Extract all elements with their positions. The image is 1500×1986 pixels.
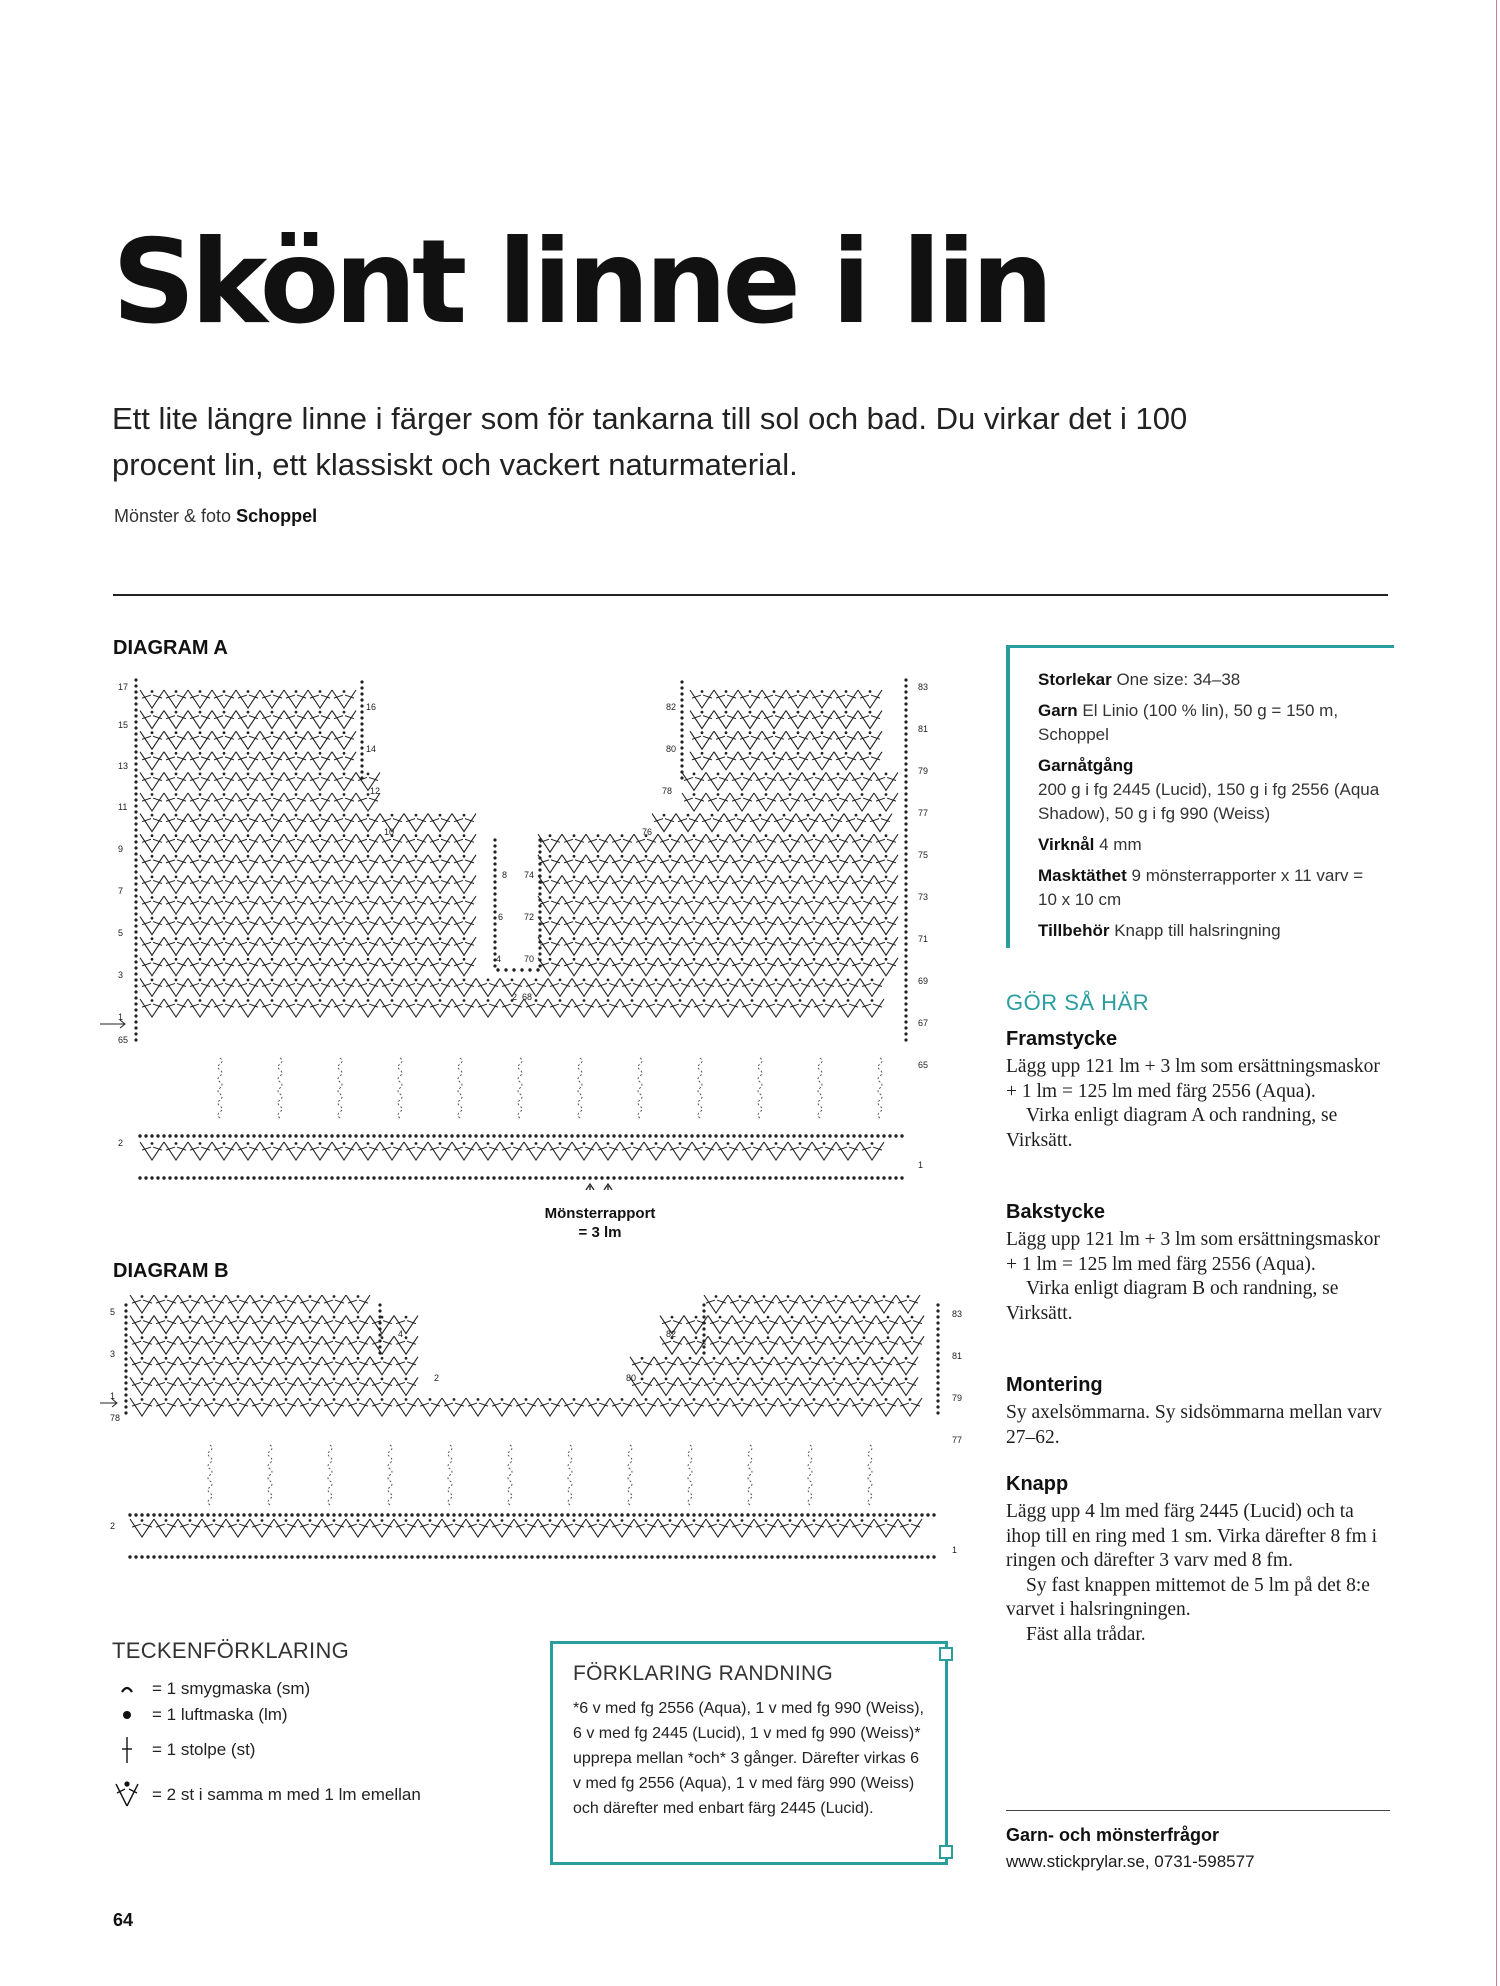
row-label-right: 81 bbox=[952, 1351, 963, 1361]
row-label-left: 1 bbox=[118, 1012, 124, 1022]
randning-box-corner-bottom bbox=[939, 1845, 953, 1859]
row-label-right: 83 bbox=[918, 682, 929, 692]
row-label-inner: 14 bbox=[366, 744, 377, 754]
row-label-left: 7 bbox=[118, 886, 124, 896]
stitch-row bbox=[130, 1377, 418, 1395]
knapp-title: Knapp bbox=[1006, 1473, 1069, 1495]
stitch-row bbox=[140, 875, 476, 893]
rapport-arrow bbox=[604, 1184, 612, 1190]
section-montering bbox=[1006, 1374, 1390, 1450]
row-label-left: 9 bbox=[118, 844, 124, 854]
row-label-inner: 68 bbox=[522, 992, 533, 1002]
row-label-left: 1 bbox=[110, 1391, 116, 1401]
page-number: 64 bbox=[113, 1910, 134, 1930]
row-label-left: 5 bbox=[110, 1307, 116, 1317]
row-label-inner-right: 80 bbox=[666, 744, 677, 754]
stitch-row bbox=[690, 752, 882, 770]
stitch-row bbox=[690, 731, 882, 749]
info-garn: Garn El Linio (100 % lin), 50 g = 150 m, Schoppel bbox=[1038, 701, 1339, 744]
page-title: Skönt linne i lin bbox=[112, 215, 1049, 350]
row-label-left: 78 bbox=[110, 1413, 121, 1423]
info-tillbehor: Tillbehör Knapp till halsringning bbox=[1038, 921, 1281, 940]
info-storlekar: Storlekar One size: 34–38 bbox=[1038, 670, 1241, 689]
row-label-left: 2 bbox=[110, 1521, 116, 1531]
randning-box-corner-top bbox=[939, 1647, 953, 1661]
stitch-row bbox=[704, 1295, 920, 1313]
stitch-row bbox=[538, 958, 898, 976]
stitch-row bbox=[538, 937, 898, 955]
credits bbox=[114, 506, 317, 527]
row-label-left: 2 bbox=[118, 1138, 124, 1148]
intro-text: Ett lite längre linne i färger som för tankarna till sol och bad. Du virkar det i 100 procent lin, ett klassiskt och vackert naturmaterial. bbox=[112, 401, 1188, 482]
contact-block bbox=[1006, 1822, 1255, 1875]
rapport-title: Mönsterrapport bbox=[544, 1205, 656, 1222]
row-label-inner-right: 80 bbox=[626, 1373, 637, 1383]
rapport-label bbox=[520, 1204, 680, 1242]
row-label-inner: 8 bbox=[502, 870, 508, 880]
row-label-right: 77 bbox=[918, 808, 929, 818]
stitch-row bbox=[682, 772, 898, 790]
stitch-row bbox=[130, 1295, 370, 1313]
diagram-b-chart bbox=[100, 1295, 980, 1585]
row-label-right: 83 bbox=[952, 1309, 963, 1319]
row-label-right: 75 bbox=[918, 850, 929, 860]
row-label-inner-right: 78 bbox=[662, 786, 673, 796]
row-label-inner: 4 bbox=[496, 954, 502, 964]
diagram-a-chart bbox=[100, 670, 940, 1190]
info-garnatgang: Garnåtgång 200 g i fg 2445 (Lucid), 150 g i fg 2556 (Aqua Shadow), 50 g i fg 990 (Weiss) bbox=[1038, 756, 1380, 823]
stitch-row bbox=[130, 1316, 418, 1334]
top-divider bbox=[113, 594, 1388, 596]
row-label-left: 3 bbox=[118, 970, 124, 980]
row-label-inner: 10 bbox=[384, 827, 395, 837]
bakstycke-text: Lägg upp 121 lm + 3 lm som ersättningsmaskor + 1 lm = 125 lm med färg 2556 (Aqua). Virka enligt diagram B och randning, se Virksätt. bbox=[1006, 1229, 1380, 1324]
stitch-row bbox=[140, 896, 476, 914]
stitch-row bbox=[660, 1336, 924, 1354]
row-label-right: 79 bbox=[952, 1393, 963, 1403]
section-knapp bbox=[1006, 1473, 1390, 1647]
credits-prefix: Mönster & foto bbox=[114, 506, 232, 526]
stitch-row bbox=[140, 834, 476, 852]
row-label-inner-right: 74 bbox=[524, 870, 535, 880]
randning-heading: FÖRKLARING RANDNING bbox=[573, 1662, 834, 1685]
stitch-row bbox=[130, 1519, 922, 1537]
stitch-row bbox=[130, 1336, 418, 1354]
row-label-inner: 2 bbox=[434, 1373, 440, 1383]
knapp-text: Lägg upp 4 lm med färg 2445 (Lucid) och ta ihop till en ring med 1 sm. Virka därefter 8 fm i ringen och därefter 3 varv med 8 fm. Sy fast knappen mittemot de 5 lm på det 8:e varvet i halsringningen. Fäst alla trådar. bbox=[1006, 1501, 1378, 1645]
legend-item-chain: = 1 luftmaska (lm) bbox=[112, 1700, 288, 1730]
row-label-inner: 6 bbox=[498, 912, 504, 922]
row-label-right: 65 bbox=[918, 1060, 929, 1070]
row-label-left: 65 bbox=[118, 1035, 129, 1045]
stitch-row bbox=[538, 917, 898, 935]
stitch-row bbox=[652, 814, 892, 832]
row-label-inner-right: 72 bbox=[524, 912, 535, 922]
stitch-row bbox=[538, 875, 898, 893]
instructions-heading: GÖR SÅ HÄR bbox=[1006, 990, 1150, 1015]
stitch-row bbox=[690, 690, 882, 708]
credits-author: Schoppel bbox=[236, 506, 318, 526]
info-virknal: Virknål 4 mm bbox=[1038, 835, 1142, 854]
stitch-row bbox=[140, 917, 476, 935]
legend-item-slip: = 1 smygmaska (sm) bbox=[112, 1674, 310, 1704]
randning-text: *6 v med fg 2556 (Aqua), 1 v med fg 990 (Weiss), 6 v med fg 2445 (Lucid), 1 v med fg 990 (Weiss)* upprepa mellan *och* 3 gånger. Därefter virkas 6 v med fg 2556 (Aqua), 1 v med färg 990 (Weiss) och därefter med enbart färg 2445 (Lucid). bbox=[573, 1700, 924, 1817]
row-label-right: 67 bbox=[918, 1018, 929, 1028]
stitch-row bbox=[130, 1357, 418, 1375]
stitch-row bbox=[630, 1357, 918, 1375]
legend-heading: TECKENFÖRKLARING bbox=[112, 1638, 350, 1663]
stitch-row bbox=[140, 958, 476, 976]
stitch-row bbox=[682, 793, 898, 811]
row-label-right: 1 bbox=[952, 1545, 958, 1555]
stitch-row bbox=[690, 711, 882, 729]
stitch-row bbox=[538, 896, 898, 914]
treble-stitch-icon bbox=[112, 1735, 142, 1765]
randning-box bbox=[550, 1641, 948, 1865]
stitch-row bbox=[140, 937, 476, 955]
row-label-left: 17 bbox=[118, 682, 129, 692]
v-stitch-icon bbox=[112, 1780, 142, 1810]
row-label-right: 77 bbox=[952, 1435, 963, 1445]
info-box bbox=[1006, 645, 1394, 948]
stitch-row bbox=[140, 814, 476, 832]
row-label-right: 71 bbox=[918, 934, 929, 944]
row-label-inner: 12 bbox=[370, 786, 381, 796]
stitch-row bbox=[140, 855, 476, 873]
contact-title: Garn- och mönsterfrågor bbox=[1006, 1825, 1220, 1845]
diagram-a-title: DIAGRAM A bbox=[113, 637, 228, 659]
page-edge-line bbox=[1496, 0, 1497, 1986]
row-label-inner-right: 82 bbox=[666, 702, 677, 712]
stitch-row bbox=[538, 834, 898, 852]
row-label-left: 15 bbox=[118, 720, 129, 730]
stitch-row bbox=[538, 855, 898, 873]
rapport-value: = 3 lm bbox=[578, 1224, 622, 1241]
row-label-left: 5 bbox=[118, 928, 124, 938]
info-masktathet: Masktäthet 9 mönsterrapporter x 11 varv = 10 x 10 cm bbox=[1038, 866, 1364, 909]
contact-divider bbox=[1006, 1810, 1390, 1811]
row-label-right: 79 bbox=[918, 766, 929, 776]
stitch-row bbox=[140, 690, 356, 708]
row-label-inner-right: 76 bbox=[642, 827, 653, 837]
stitch-row bbox=[140, 793, 380, 811]
stitch-row bbox=[630, 1377, 918, 1395]
montering-text: Sy axelsömmarna. Sy sidsömmarna mellan varv 27–62. bbox=[1006, 1402, 1382, 1448]
row-label-left: 11 bbox=[118, 802, 128, 812]
row-label-right: 1 bbox=[918, 1160, 924, 1170]
row-label-inner: 16 bbox=[366, 702, 377, 712]
row-label-inner-right: 82 bbox=[666, 1329, 677, 1339]
stitch-row bbox=[140, 731, 356, 749]
rapport-arrow bbox=[586, 1184, 594, 1190]
framstycke-text: Lägg upp 121 lm + 3 lm som ersättningsmaskor + 1 lm = 125 lm med färg 2556 (Aqua). Virka enligt diagram A och randning, se Virksätt. bbox=[1006, 1056, 1380, 1151]
stitch-row bbox=[140, 772, 380, 790]
legend-item-treble: = 1 stolpe (st) bbox=[112, 1735, 255, 1765]
legend-item-v-stitch: = 2 st i samma m med 1 lm emellan bbox=[112, 1780, 421, 1810]
row-label-inner-right: 70 bbox=[524, 954, 535, 964]
row-label-left: 3 bbox=[110, 1349, 116, 1359]
row-label-inner: 4 bbox=[398, 1329, 404, 1339]
chain-stitch-icon bbox=[112, 1700, 142, 1730]
stitch-row bbox=[130, 1398, 922, 1416]
row-label-right: 69 bbox=[918, 976, 929, 986]
section-framstycke bbox=[1006, 1028, 1390, 1153]
framstycke-title: Framstycke bbox=[1006, 1028, 1118, 1050]
start-arrow bbox=[100, 1020, 125, 1028]
stitch-row bbox=[140, 752, 356, 770]
row-label-right: 73 bbox=[918, 892, 929, 902]
bakstycke-title: Bakstycke bbox=[1006, 1201, 1105, 1223]
row-label-inner: 2 bbox=[512, 992, 518, 1002]
stitch-row bbox=[140, 711, 356, 729]
contact-text: www.stickprylar.se, 0731-598577 bbox=[1006, 1852, 1255, 1871]
row-label-right: 81 bbox=[918, 724, 929, 734]
montering-title: Montering bbox=[1006, 1374, 1103, 1396]
stitch-row bbox=[140, 1142, 884, 1160]
row-label-left: 13 bbox=[118, 761, 129, 771]
stitch-row bbox=[660, 1316, 924, 1334]
section-bakstycke bbox=[1006, 1201, 1390, 1326]
diagram-b-title: DIAGRAM B bbox=[113, 1260, 229, 1282]
